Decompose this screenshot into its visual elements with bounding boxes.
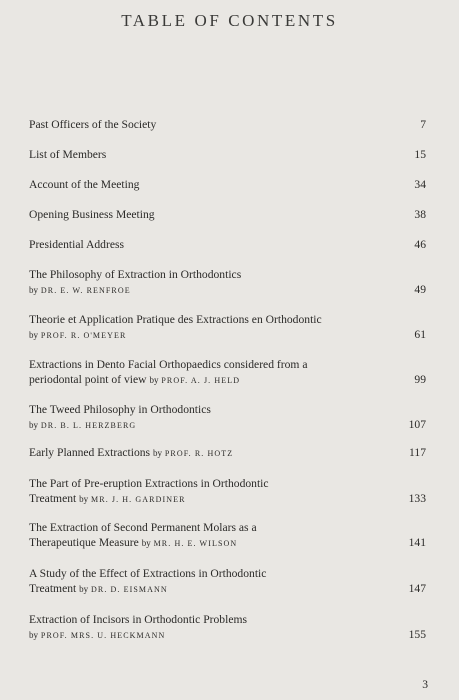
entry-page-number: 107 [408,418,426,431]
toc-entry [29,177,426,192]
entry-title: The Philosophy of Extraction in Orthodontics [29,268,242,281]
entry-title-continued [29,372,426,388]
entry-by: by [141,538,151,548]
entry-author: MR. J. H. GARDINER [91,495,186,504]
entry-title: The Tweed Philosophy in Orthodontics [29,403,211,416]
entry-title-line [29,445,426,461]
entry-title: Theorie et Application Pratique des Extractions en Orthodontic [29,313,322,326]
entry-page-number: 99 [414,373,426,386]
entry-title-cont: periodontal point of view [29,373,147,386]
toc-entry [29,566,426,597]
entry-title-continued [29,535,426,551]
entry-author: DR. D. EISMANN [91,585,168,594]
entry-page-number: 147 [408,582,426,595]
entry-by: by [152,448,162,458]
entry-title: Past Officers of the Society [29,118,157,131]
toc-entry [29,445,426,461]
entry-title: The Part of Pre-eruption Extractions in Orthodontic [29,477,269,490]
page-title: TABLE OF CONTENTS [121,11,338,30]
entry-author: PROF. MRS. U. HECKMANN [40,631,166,640]
entry-author: DR. B. L. HERZBERG [40,421,137,430]
entry-page-number: 117 [409,446,426,459]
entry-page-number: 38 [414,208,426,221]
entry-by: by [29,420,38,430]
entry-page-number: 49 [414,283,426,296]
entry-page-number: 61 [414,328,426,341]
toc-entry [29,520,426,551]
entry-title: Opening Business Meeting [29,208,155,221]
entry-title: The Extraction of Second Permanent Molars as a [29,521,257,534]
entry-title: List of Members [29,148,107,161]
entry-author: PROF. R. HOTZ [164,449,234,458]
page-number-footer: 3 [422,678,428,691]
entry-page-number: 133 [408,492,426,505]
toc-entry [29,612,426,643]
toc-entry [29,117,426,132]
entry-title-cont: Treatment [29,492,77,505]
entry-byline [29,417,426,433]
toc-entry [29,402,426,433]
entry-by: by [79,494,89,504]
toc-entry [29,476,426,507]
entry-byline [29,282,426,298]
entry-title-cont: Therapeutique Measure [29,536,139,549]
entry-title: Presidential Address [29,238,124,251]
entry-by: by [29,330,38,340]
entry-page-number: 34 [414,178,426,191]
entry-byline [29,327,426,343]
entry-title: Extraction of Incisors in Orthodontic Problems [29,613,247,626]
entry-page-number: 155 [408,628,426,641]
entry-author: MR. H. E. WILSON [153,539,238,548]
entry-author: PROF. R. O'MEYER [40,331,127,340]
toc-entry [29,237,426,252]
entry-page-number: 7 [420,118,426,131]
entry-title: A Study of the Effect of Extractions in Orthodontic [29,567,267,580]
entry-title-continued [29,581,426,597]
entry-title-cont: Treatment [29,582,77,595]
entry-page-number: 141 [408,536,426,549]
entry-title-continued [29,491,426,507]
toc-entry [29,207,426,222]
entry-by: by [29,630,38,640]
entry-by: by [149,375,159,385]
toc-entry [29,357,426,388]
toc-entry [29,267,426,298]
entry-by: by [29,285,38,295]
entry-author: DR. E. W. RENFROE [40,286,131,295]
entry-author: PROF. A. J. HELD [161,376,241,385]
entry-title: Extractions in Dento Facial Orthopaedics considered from a [29,358,308,371]
entry-byline [29,627,426,643]
toc-entry [29,147,426,162]
entry-by: by [79,584,89,594]
toc-entry [29,312,426,343]
entry-title: Early Planned Extractions [29,446,151,459]
entry-page-number: 15 [414,148,426,161]
entry-title: Account of the Meeting [29,178,140,191]
entry-page-number: 46 [414,238,426,251]
